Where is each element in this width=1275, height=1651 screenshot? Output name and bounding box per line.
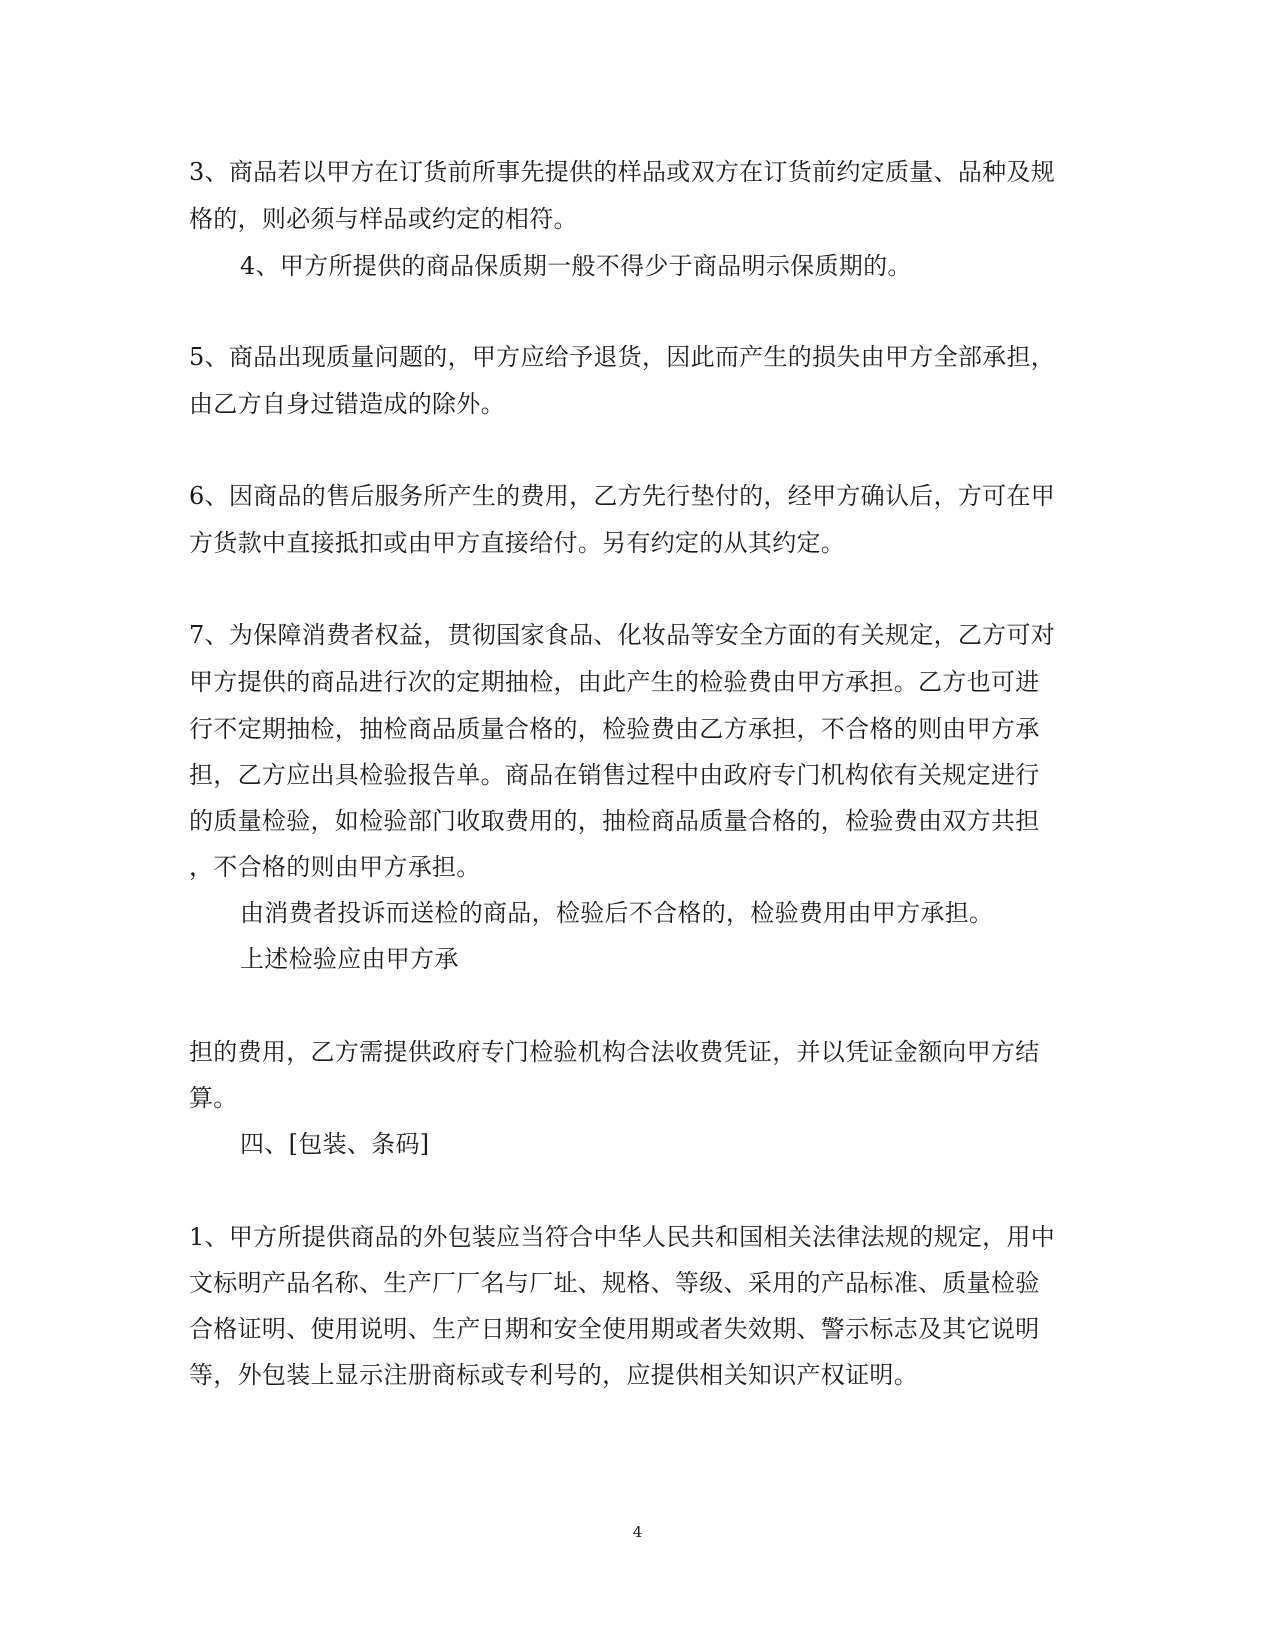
text-line: 甲方提供的商品进行次的定期抽检，由此产生的检验费由甲方承担。乙方也可进 xyxy=(189,668,1040,696)
page-number: 4 xyxy=(632,1523,643,1541)
text-line: 3、商品若以甲方在订货前所事先提供的样品或双方在订货前约定质量、品种及规 xyxy=(189,158,1056,186)
text-line: 5、商品出现质量问题的，甲方应给予退货，因此而产生的损失由甲方全部承担， xyxy=(189,343,1056,371)
text-line: 4、甲方所提供的商品保质期一般不得少于商品明示保质期的。 xyxy=(240,252,912,280)
text-line: 合格证明、使用说明、生产日期和安全使用期或者失效期、警示标志及其它说明 xyxy=(189,1315,1040,1343)
text-line: 格的，则必须与样品或约定的相符。 xyxy=(189,205,578,233)
text-line: 行不定期抽检，抽检商品质量合格的，检验费由乙方承担，不合格的则由甲方承 xyxy=(189,715,1040,743)
text-line: ，不合格的则由甲方承担。 xyxy=(189,853,481,881)
text-line: 担的费用，乙方需提供政府专门检验机构合法收费凭证，并以凭证金额向甲方结 xyxy=(189,1038,1040,1066)
text-line: 由消费者投诉而送检的商品，检验后不合格的，检验费用由甲方承担。 xyxy=(240,899,994,927)
text-line: 方货款中直接抵扣或由甲方直接给付。另有约定的从其约定。 xyxy=(189,529,846,557)
section-heading: 四、[包装、条码] xyxy=(240,1130,430,1158)
text-line: 等，外包装上显示注册商标或专利号的，应提供相关知识产权证明。 xyxy=(189,1361,918,1389)
text-line: 1、甲方所提供商品的外包装应当符合中华人民共和国相关法律法规的规定，用中 xyxy=(189,1223,1056,1251)
text-line: 由乙方自身过错造成的除外。 xyxy=(189,390,505,418)
text-line: 文标明产品名称、生产厂厂名与厂址、规格、等级、采用的产品标准、质量检验 xyxy=(189,1269,1040,1297)
text-line: 6、因商品的售后服务所产生的费用，乙方先行垫付的，经甲方确认后，方可在甲 xyxy=(189,482,1056,510)
text-line: 上述检验应由甲方承 xyxy=(240,945,459,973)
text-line: 的质量检验，如检验部门收取费用的，抽检商品质量合格的，检验费由双方共担 xyxy=(189,807,1040,835)
text-line: 担，乙方应出具检验报告单。商品在销售过程中由政府专门机构依有关规定进行 xyxy=(189,761,1040,789)
text-line: 7、为保障消费者权益，贯彻国家食品、化妆品等安全方面的有关规定，乙方可对 xyxy=(189,621,1056,649)
text-line: 算。 xyxy=(189,1084,238,1112)
